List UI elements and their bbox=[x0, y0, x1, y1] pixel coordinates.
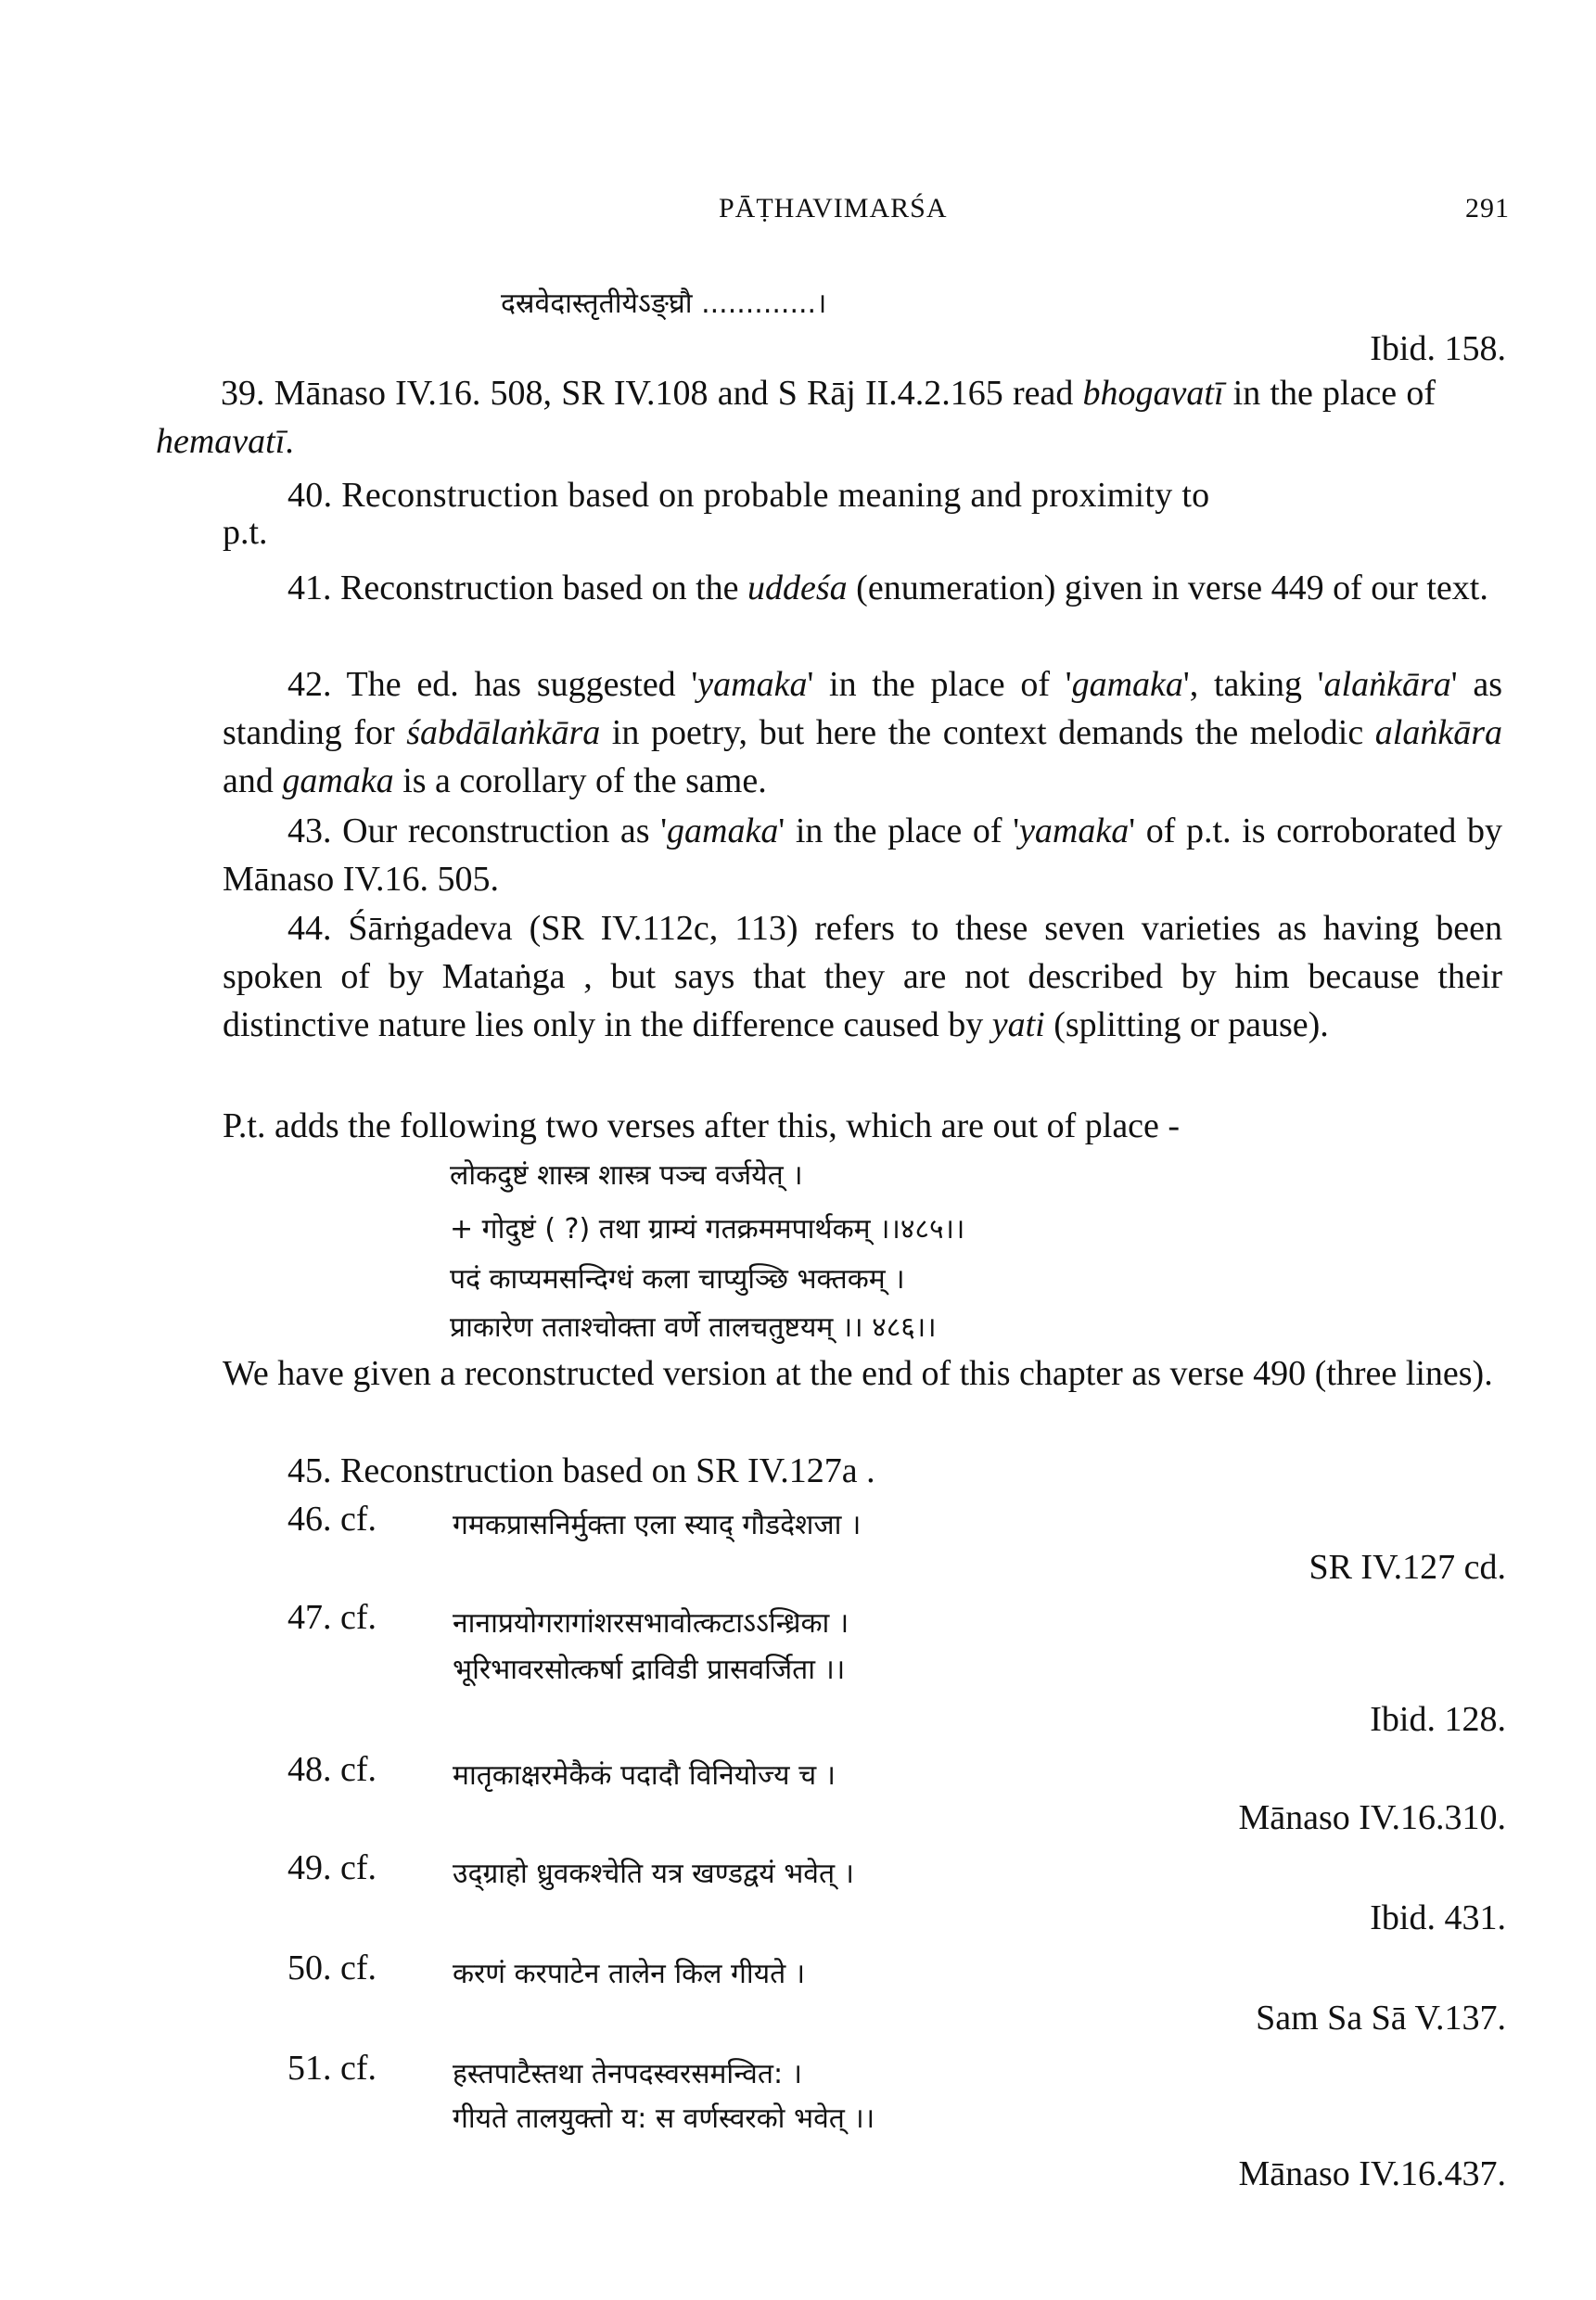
note-44: 44. Śārṅgadeva (SR IV.112c, 113) refers to these seven varieties as having been spoken of by Mataṅga , but says that they are not described by him because their distinctive nature lies only in the difference caused by yati (splitting or pause). bbox=[223, 909, 1502, 1044]
cf-47-line-2: भूरिभावरसोत्कर्षा द्राविडी प्रासवर्जिता ।। bbox=[453, 1654, 846, 1686]
cf-48-num: 48. cf. bbox=[287, 1750, 377, 1789]
cf-49-line-1: उद्ग्राहो ध्रुवकश्चेति यत्र खण्डद्वयं भवेत् । bbox=[453, 1858, 854, 1890]
note-40: 40. Reconstruction based on probable meaning and proximity to bbox=[287, 476, 1210, 515]
cf-48-line-1: मातृकाक्षरमेकैकं पदादौ विनियोज्य च । bbox=[453, 1759, 836, 1792]
verse-line-4: प्राकारेण तताश्चोक्ता वर्णे तालचतुष्टयम् ।। ४८६।। bbox=[450, 1311, 937, 1344]
reconstructed-note: We have given a reconstructed version at the end of this chapter as verse 490 (three lines). bbox=[223, 1354, 1493, 1393]
top-ref: Ibid. 158. bbox=[1370, 329, 1506, 368]
top-verse: दस्रवेदास्तृतीयेऽङ्घ्रौ .............। bbox=[501, 288, 827, 320]
pt-adds-line: P.t. adds the following two verses after this, which are out of place - bbox=[223, 1106, 1181, 1145]
cf-48-ref: Mānaso IV.16.310. bbox=[1238, 1798, 1506, 1837]
note-42: 42. The ed. has suggested 'yamaka' in the place of 'gamaka', taking 'alaṅkāra' as standing for śabdālaṅkāra in poetry, but here the context demands the melodic alaṅkāra and gamaka is a corollary of the same. bbox=[223, 665, 1502, 800]
cf-47-ref: Ibid. 128. bbox=[1370, 1700, 1506, 1739]
page-number: 291 bbox=[1465, 193, 1510, 224]
note-45: 45. Reconstruction based on SR IV.127a . bbox=[287, 1451, 875, 1490]
cf-51-num: 51. cf. bbox=[287, 2049, 377, 2088]
cf-49-ref: Ibid. 431. bbox=[1370, 1898, 1506, 1937]
verse-line-2: + गोदुष्टं ( ?) तथा ग्राम्यं गतक्रममपार्थकम् ।।४८५।। bbox=[450, 1213, 965, 1246]
note-39: 39. Mānaso IV.16. 508, SR IV.108 and S Rāj II.4.2.165 read bhogavatī in the place of hemavatī. bbox=[156, 374, 1436, 461]
cf-50-line-1: करणं करपाटेन तालेन किल गीयते । bbox=[453, 1958, 806, 1990]
cf-50-ref: Sam Sa Sā V.137. bbox=[1256, 1999, 1506, 2038]
cf-50-num: 50. cf. bbox=[287, 1949, 377, 1987]
running-head: PĀṬHAVIMARŚA bbox=[719, 193, 948, 224]
cf-51-line-2: गीयते तालयुक्तो य: स वर्णस्वरको भवेत् ।। bbox=[453, 2102, 875, 2135]
cf-46-num: 46. cf. bbox=[287, 1500, 377, 1539]
note-41: 41. Reconstruction based on the uddeśa (enumeration) given in verse 449 of our text. bbox=[287, 569, 1488, 607]
cf-49-num: 49. cf. bbox=[287, 1848, 377, 1887]
cf-47-num: 47. cf. bbox=[287, 1598, 377, 1637]
cf-46-line-1: गमकप्रासनिर्मुक्ता एला स्याद् गौडदेशजा । bbox=[453, 1509, 862, 1541]
note-43: 43. Our reconstruction as 'gamaka' in the place of 'yamaka' of p.t. is corroborated by Mānaso IV.16. 505. bbox=[223, 811, 1502, 899]
cf-51-ref: Mānaso IV.16.437. bbox=[1238, 2154, 1506, 2193]
verse-line-1: लोकदुष्टं शास्त्र शास्त्र पञ्च वर्जयेत् । bbox=[450, 1159, 803, 1192]
cf-47-line-1: नानाप्रयोगरागांशरसभावोत्कटाऽऽन्ध्रिका । bbox=[453, 1607, 849, 1640]
cf-46-ref: SR IV.127 cd. bbox=[1309, 1548, 1506, 1587]
note-40-cont: p.t. bbox=[223, 513, 268, 552]
verse-line-3: पदं काप्यमसन्दिग्धं कला चाप्युञ्छि भक्तकम् । bbox=[450, 1263, 905, 1296]
cf-51-line-1: हस्तपाटैस्तथा तेनपदस्वरसमन्वित: । bbox=[453, 2058, 802, 2090]
